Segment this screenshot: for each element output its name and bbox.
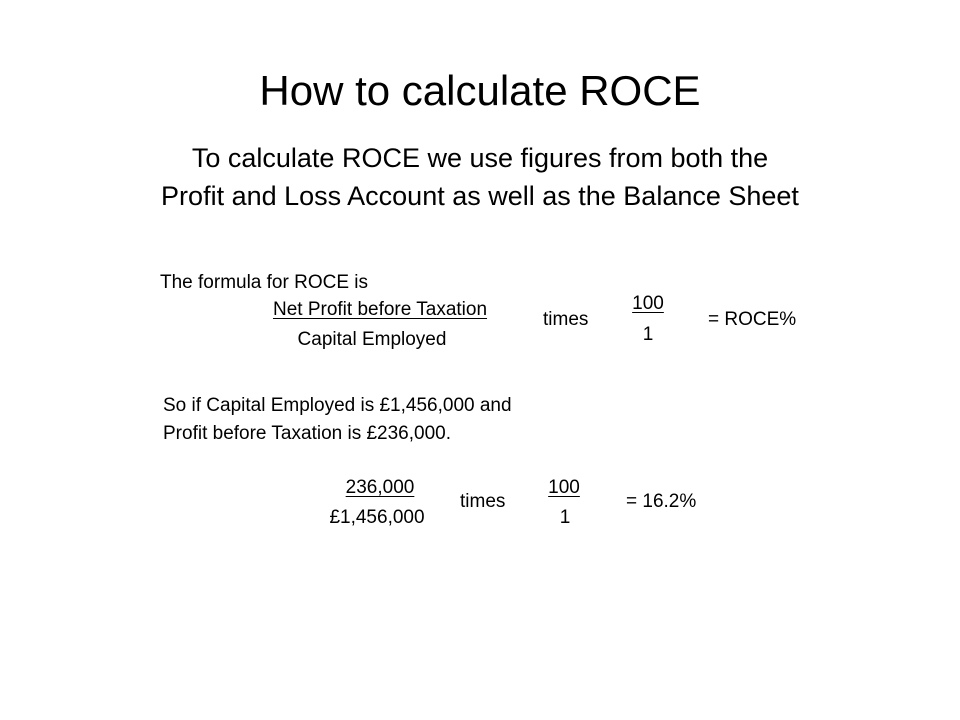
formula-denominator: Capital Employed [297,329,447,350]
formula-times: times [543,309,589,330]
example-denominator: £1,456,000 [329,507,425,528]
example-numerator: 236,000 [345,477,415,498]
example-multiplier-denominator: 1 [559,507,571,528]
formula-result: = ROCE% [708,309,797,330]
slide-title: How to calculate ROCE [259,67,701,114]
subtitle-line-2: Profit and Loss Account as well as the Balance Sheet [161,181,799,211]
example-line-2: Profit before Taxation is £236,000. [163,423,452,444]
subtitle-line-1: To calculate ROCE we use figures from both the [191,143,769,173]
example-multiplier-numerator: 100 [548,477,580,498]
formula-multiplier-numerator: 100 [632,293,664,314]
example-result: = 16.2% [626,491,697,512]
example-line-1: So if Capital Employed is £1,456,000 and [163,395,512,416]
formula-multiplier-denominator: 1 [642,324,654,345]
formula-intro: The formula for ROCE is [160,272,368,293]
formula-numerator: Net Profit before Taxation [272,299,488,320]
example-times: times [460,491,506,512]
